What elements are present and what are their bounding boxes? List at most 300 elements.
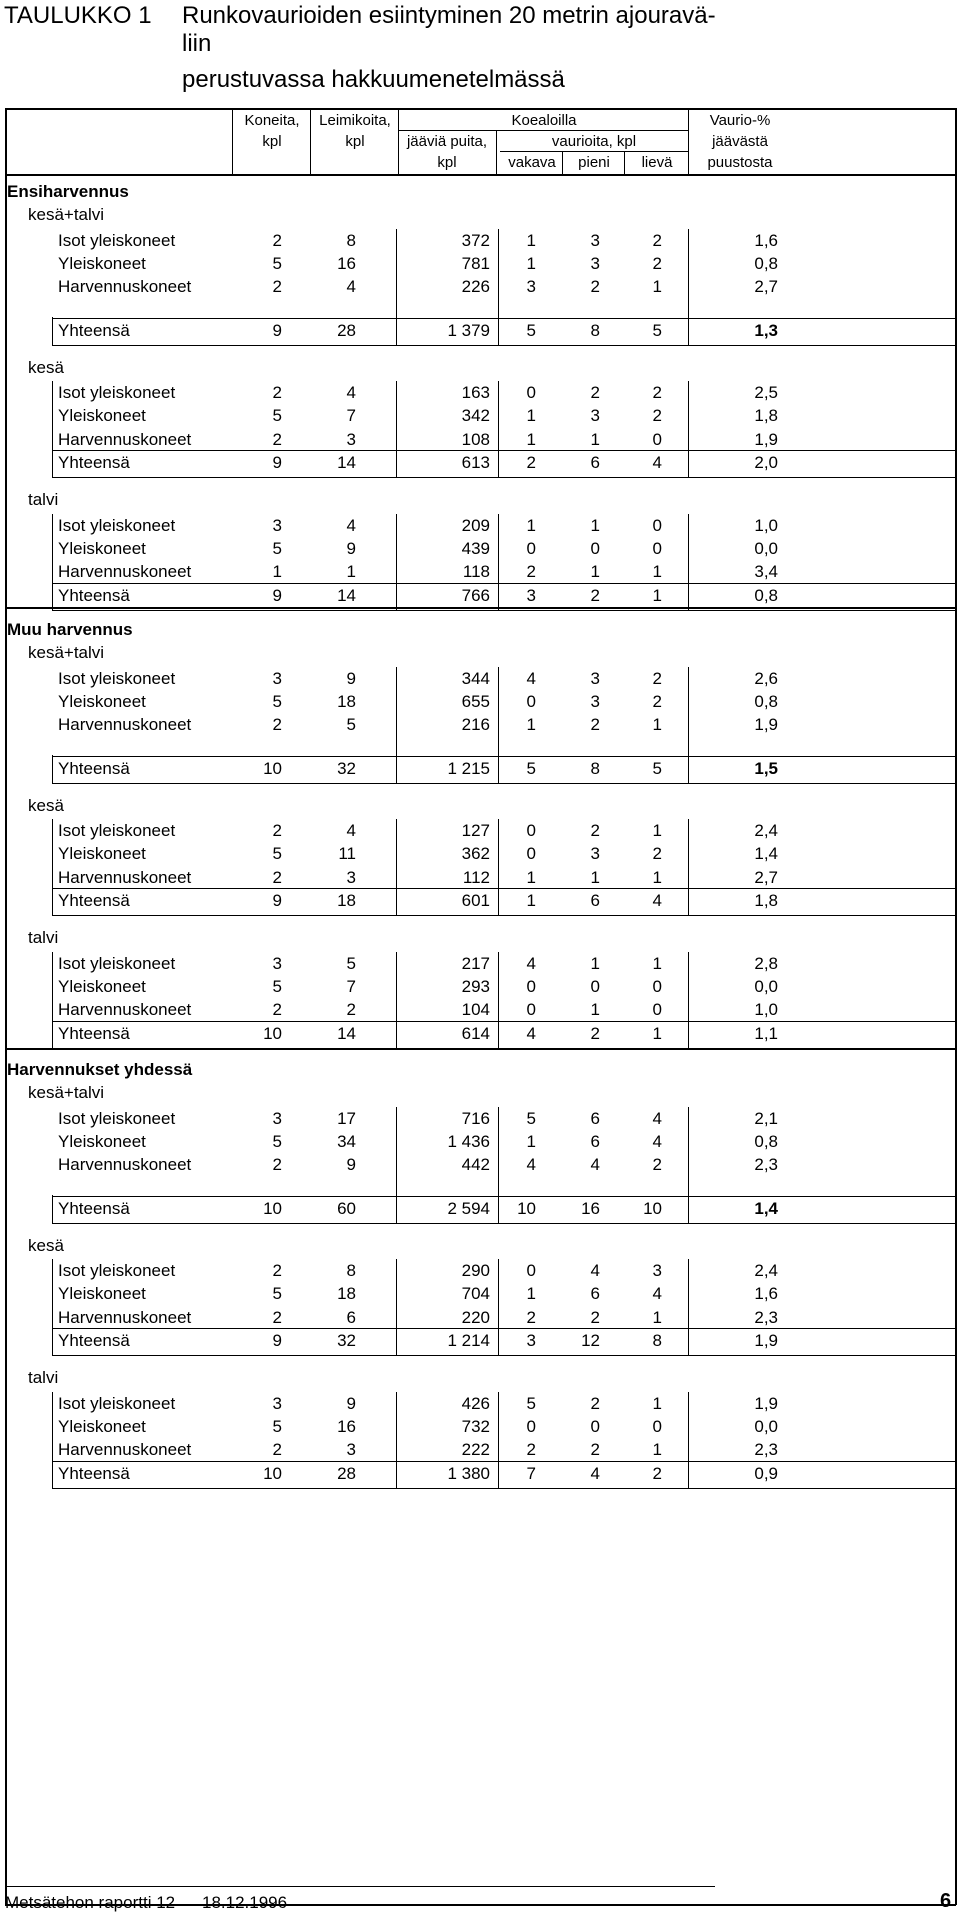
table-cell: 4	[652, 891, 662, 910]
table-cell: 1	[272, 562, 282, 582]
table-cell: 2,8	[754, 953, 778, 973]
table-cell: 1,4	[754, 844, 778, 864]
table-cell: 5	[526, 1108, 536, 1128]
row-label: Yhteensä	[58, 453, 130, 472]
table-label: TAULUKKO 1	[4, 2, 152, 29]
table-cell: 5	[272, 1416, 282, 1436]
column-rule	[688, 229, 689, 346]
table-cell: 5	[272, 406, 282, 426]
table-cell: 1,5	[754, 758, 778, 778]
column-rule	[396, 1392, 397, 1489]
row-label: Isot yleiskoneet	[58, 1393, 176, 1413]
table-cell: 2,3	[754, 1307, 778, 1327]
column-rule	[498, 667, 499, 784]
header-col-rule	[562, 151, 563, 174]
table-cell: 1	[652, 585, 662, 605]
table-cell: 2	[590, 1440, 600, 1460]
table-cell: 7	[346, 976, 356, 996]
table-cell: 3	[526, 277, 536, 297]
table-cell: 2	[652, 1463, 662, 1483]
table-cell: 1	[526, 891, 536, 910]
table-cell: 613	[461, 453, 490, 472]
table-cell: 2	[346, 1000, 356, 1020]
total-rule	[52, 318, 956, 319]
page-title-continued: liin	[182, 30, 212, 57]
row-label: Isot yleiskoneet	[58, 230, 176, 250]
table-cell: 1	[652, 1393, 662, 1413]
table-cell: 2,3	[754, 1155, 778, 1175]
table-cell: 1	[652, 1440, 662, 1460]
section-title: Harvennukset yhdessä	[7, 1060, 193, 1079]
table-cell: 9	[272, 320, 282, 340]
column-rule	[688, 952, 689, 1049]
table-cell: 10	[517, 1198, 536, 1218]
table-cell: 2	[526, 1307, 536, 1327]
header-col-rule	[232, 110, 233, 174]
table-cell: 1	[652, 277, 662, 297]
table-cell: 14	[337, 453, 356, 472]
total-rule	[52, 1355, 956, 1356]
table-cell: 0	[526, 538, 536, 558]
table-cell: 1	[526, 230, 536, 250]
table-cell: 5	[526, 758, 536, 778]
total-rule	[52, 1021, 956, 1022]
table-cell: 0	[652, 976, 662, 996]
table-cell: 2	[272, 1155, 282, 1175]
table-cell: 2	[272, 277, 282, 297]
frame-top	[5, 108, 956, 110]
table-cell: 766	[461, 585, 490, 605]
group-label: talvi	[28, 1368, 59, 1388]
row-label: Yhteensä	[58, 320, 130, 340]
row-label: Yleiskoneet	[58, 691, 146, 711]
row-label: Harvennuskoneet	[58, 429, 192, 449]
table-cell: 1,6	[754, 1284, 778, 1304]
table-cell: 108	[461, 429, 490, 449]
section-title: Muu harvennus	[7, 620, 133, 639]
row-label: Yhteensä	[58, 585, 130, 605]
group-left-rule	[52, 819, 53, 916]
table-cell: 3,4	[754, 562, 778, 582]
table-cell: 0,8	[754, 585, 778, 605]
table-cell: 0,0	[754, 538, 778, 558]
table-cell: 3	[590, 844, 600, 864]
table-cell: 28	[337, 320, 356, 340]
table-cell: 220	[461, 1307, 490, 1327]
table-cell: 601	[461, 891, 490, 910]
group-label: talvi	[28, 928, 59, 948]
table-cell: 8	[346, 230, 356, 250]
table-cell: 4	[590, 1155, 600, 1175]
table-cell: 2	[590, 821, 600, 841]
page-subtitle: perustuvassa hakkuumenetelmässä	[182, 66, 565, 93]
table-cell: 4	[652, 1108, 662, 1128]
table-cell: 1 380	[447, 1463, 490, 1483]
table-cell: 3	[346, 1440, 356, 1460]
group-left-rule	[52, 381, 53, 478]
table-cell: 10	[263, 1023, 282, 1043]
column-rule	[498, 1259, 499, 1356]
footer-source: Metsätehon raportti 12	[5, 1893, 176, 1912]
table-cell: 1,8	[754, 406, 778, 426]
table-cell: 4	[590, 1261, 600, 1281]
header-vakava: vakava	[508, 154, 556, 171]
table-cell: 2	[272, 1261, 282, 1281]
table-cell: 0	[590, 976, 600, 996]
column-rule	[498, 952, 499, 1049]
table-cell: 2	[652, 406, 662, 426]
column-rule	[396, 1107, 397, 1224]
section-rule	[5, 1048, 956, 1050]
table-cell: 1	[526, 429, 536, 449]
total-rule	[52, 756, 956, 757]
row-label: Harvennuskoneet	[58, 562, 192, 582]
table-cell: 2,3	[754, 1440, 778, 1460]
header-jaavia: jääviä puita,	[406, 133, 488, 150]
header-vaurioita-rule	[500, 151, 688, 152]
table-cell: 3	[272, 668, 282, 688]
table-cell: 732	[461, 1416, 490, 1436]
table-cell: 2	[652, 844, 662, 864]
table-cell: 1	[590, 953, 600, 973]
table-cell: 9	[346, 1155, 356, 1175]
table-cell: 5	[652, 320, 662, 340]
table-cell: 2	[272, 1440, 282, 1460]
table-cell: 290	[461, 1261, 490, 1281]
table-cell: 8	[346, 1261, 356, 1281]
table-cell: 9	[346, 668, 356, 688]
table-cell: 2	[272, 230, 282, 250]
table-cell: 0,0	[754, 1416, 778, 1436]
table-cell: 12	[581, 1331, 600, 1350]
table-cell: 1,0	[754, 515, 778, 535]
table-cell: 2	[272, 821, 282, 841]
table-cell: 342	[461, 406, 490, 426]
table-cell: 0	[526, 976, 536, 996]
table-cell: 6	[590, 1108, 600, 1128]
header-col-rule	[496, 130, 497, 174]
table-cell: 14	[337, 585, 356, 605]
footer-rule	[5, 1886, 715, 1887]
table-cell: 1,8	[754, 891, 778, 910]
row-label: Harvennuskoneet	[58, 715, 192, 735]
table-cell: 0	[652, 1000, 662, 1020]
table-cell: 9	[272, 453, 282, 472]
table-cell: 2	[272, 867, 282, 887]
group-label: kesä+talvi	[28, 205, 105, 225]
column-rule	[498, 381, 499, 478]
row-label: Yhteensä	[58, 1198, 130, 1218]
table-cell: 1	[652, 867, 662, 887]
table-cell: 0	[652, 429, 662, 449]
row-label: Yleiskoneet	[58, 1284, 146, 1304]
table-cell: 5	[272, 253, 282, 273]
table-cell: 2,5	[754, 383, 778, 403]
total-rule	[52, 888, 956, 889]
section-title: Ensiharvennus	[7, 182, 129, 201]
header-jaavia-unit: kpl	[437, 154, 457, 171]
group-label: kesä	[28, 1235, 64, 1255]
table-cell: 60	[337, 1198, 356, 1218]
table-cell: 2	[272, 1307, 282, 1327]
table-cell: 4	[526, 668, 536, 688]
total-rule	[52, 1488, 956, 1489]
table-cell: 226	[461, 277, 490, 297]
table-cell: 1,9	[754, 715, 778, 735]
table-cell: 1,4	[754, 1198, 778, 1218]
table-cell: 16	[337, 253, 356, 273]
table-cell: 442	[461, 1155, 490, 1175]
table-cell: 1	[652, 562, 662, 582]
table-cell: 704	[461, 1284, 490, 1304]
table-cell: 0,8	[754, 691, 778, 711]
table-cell: 1	[590, 1000, 600, 1020]
table-cell: 4	[346, 821, 356, 841]
row-label: Yhteensä	[58, 891, 130, 910]
row-label: Yhteensä	[58, 1463, 130, 1483]
total-rule	[52, 450, 956, 451]
table-cell: 1	[652, 953, 662, 973]
table-cell: 2,7	[754, 867, 778, 887]
table-cell: 0,8	[754, 1131, 778, 1151]
table-cell: 5	[346, 953, 356, 973]
table-cell: 0	[652, 515, 662, 535]
table-cell: 1	[526, 515, 536, 535]
header-leimikoita-unit: kpl	[345, 133, 365, 150]
table-cell: 0,9	[754, 1463, 778, 1483]
row-label: Yhteensä	[58, 1023, 130, 1043]
header-bottom-rule	[5, 174, 956, 176]
table-cell: 2	[526, 1440, 536, 1460]
table-cell: 7	[346, 406, 356, 426]
table-cell: 5	[272, 976, 282, 996]
table-cell: 9	[272, 585, 282, 605]
table-cell: 9	[346, 538, 356, 558]
table-cell: 3	[346, 867, 356, 887]
total-rule	[52, 477, 956, 478]
table-cell: 1,1	[754, 1023, 778, 1043]
table-cell: 17	[337, 1108, 356, 1128]
row-label: Isot yleiskoneet	[58, 1261, 176, 1281]
row-label: Yleiskoneet	[58, 253, 146, 273]
total-rule	[52, 1461, 956, 1462]
header-col-rule	[310, 110, 311, 174]
table-cell: 217	[461, 953, 490, 973]
table-cell: 1,9	[754, 1331, 778, 1350]
table-cell: 0	[526, 691, 536, 711]
table-cell: 11	[338, 844, 356, 864]
table-cell: 1	[590, 562, 600, 582]
table-cell: 362	[461, 844, 490, 864]
table-cell: 4	[652, 1284, 662, 1304]
table-cell: 18	[337, 1284, 356, 1304]
table-cell: 216	[461, 715, 490, 735]
table-cell: 2	[272, 715, 282, 735]
table-cell: 1,3	[754, 320, 778, 340]
table-cell: 2	[652, 383, 662, 403]
row-label: Yhteensä	[58, 758, 130, 778]
table-cell: 1	[346, 562, 356, 582]
table-cell: 14	[337, 1023, 356, 1043]
total-rule	[52, 1196, 956, 1197]
table-cell: 4	[526, 1023, 536, 1043]
row-label: Harvennuskoneet	[58, 1307, 192, 1327]
row-label: Isot yleiskoneet	[58, 821, 176, 841]
header-jaavasta: jäävästä	[712, 133, 768, 150]
group-label: kesä+talvi	[28, 1083, 105, 1103]
table-cell: 2	[590, 1023, 600, 1043]
table-cell: 3	[590, 406, 600, 426]
table-cell: 163	[461, 383, 490, 403]
table-cell: 1	[526, 1131, 536, 1151]
table-cell: 5	[346, 715, 356, 735]
table-cell: 2,7	[754, 277, 778, 297]
group-left-rule	[52, 514, 53, 611]
total-rule	[52, 1328, 956, 1329]
column-rule	[688, 514, 689, 611]
group-label: kesä	[28, 795, 64, 815]
column-rule	[688, 381, 689, 478]
table-cell: 1 436	[447, 1131, 490, 1151]
table-cell: 0,8	[754, 253, 778, 273]
table-cell: 1	[526, 867, 536, 887]
table-cell: 112	[462, 867, 490, 887]
table-cell: 781	[461, 253, 490, 273]
group-label: kesä+talvi	[28, 643, 105, 663]
table-cell: 1	[526, 715, 536, 735]
table-cell: 5	[272, 844, 282, 864]
row-label: Isot yleiskoneet	[58, 953, 176, 973]
table-cell: 2	[272, 383, 282, 403]
frame-left	[5, 108, 7, 1905]
table-cell: 2	[590, 715, 600, 735]
table-cell: 3	[272, 515, 282, 535]
table-cell: 1	[526, 253, 536, 273]
total-rule	[52, 610, 956, 611]
page-number: 6	[940, 1890, 952, 1912]
table-cell: 293	[461, 976, 490, 996]
column-rule	[396, 514, 397, 611]
row-label: Harvennuskoneet	[58, 1155, 192, 1175]
table-cell: 1	[526, 1284, 536, 1304]
total-rule	[52, 583, 956, 584]
table-cell: 3	[590, 668, 600, 688]
table-cell: 0	[652, 1416, 662, 1436]
column-rule	[396, 381, 397, 478]
table-cell: 2	[590, 1307, 600, 1327]
section-rule	[5, 607, 956, 609]
table-cell: 1,9	[754, 1393, 778, 1413]
row-label: Isot yleiskoneet	[58, 1108, 176, 1128]
table-cell: 4	[346, 383, 356, 403]
table-cell: 8	[590, 320, 600, 340]
table-cell: 439	[461, 538, 490, 558]
table-cell: 2,0	[754, 453, 778, 472]
column-rule	[396, 1259, 397, 1356]
total-rule	[52, 345, 956, 346]
table-cell: 716	[461, 1108, 490, 1128]
table-cell: 222	[461, 1440, 490, 1460]
table-cell: 6	[590, 1284, 600, 1304]
table-cell: 3	[526, 585, 536, 605]
table-cell: 104	[461, 1000, 490, 1020]
table-cell: 32	[337, 758, 356, 778]
row-label: Yleiskoneet	[58, 1416, 146, 1436]
total-rule	[52, 783, 956, 784]
table-cell: 8	[652, 1331, 662, 1350]
table-cell: 4	[346, 515, 356, 535]
table-cell: 10	[643, 1198, 662, 1218]
table-cell: 10	[263, 1198, 282, 1218]
table-cell: 4	[652, 1131, 662, 1151]
table-cell: 6	[590, 453, 600, 472]
row-label: Harvennuskoneet	[58, 1000, 192, 1020]
column-rule	[396, 819, 397, 916]
table-cell: 6	[590, 891, 600, 910]
table-cell: 1,0	[754, 1000, 778, 1020]
table-cell: 3	[590, 691, 600, 711]
table-cell: 5	[272, 538, 282, 558]
table-cell: 2	[590, 585, 600, 605]
table-cell: 0	[590, 1416, 600, 1436]
group-label: kesä	[28, 357, 64, 377]
header-col-rule	[688, 110, 689, 174]
table-cell: 5	[272, 1284, 282, 1304]
table-cell: 9	[346, 1393, 356, 1413]
row-label: Harvennuskoneet	[58, 1440, 192, 1460]
table-cell: 655	[461, 691, 490, 711]
table-cell: 0	[526, 383, 536, 403]
header-pieni: pieni	[578, 154, 610, 171]
table-cell: 1	[652, 1023, 662, 1043]
table-cell: 1,9	[754, 429, 778, 449]
row-label: Isot yleiskoneet	[58, 383, 176, 403]
table-cell: 2,1	[754, 1108, 778, 1128]
table-cell: 10	[263, 1463, 282, 1483]
table-cell: 2	[590, 383, 600, 403]
table-cell: 118	[462, 562, 490, 582]
row-label: Isot yleiskoneet	[58, 668, 176, 688]
row-label: Harvennuskoneet	[58, 867, 192, 887]
column-rule	[396, 952, 397, 1049]
table-cell: 344	[461, 668, 490, 688]
footer-date: 18.12.1996	[202, 1893, 288, 1912]
column-rule	[688, 1107, 689, 1224]
table-cell: 2	[590, 277, 600, 297]
column-rule	[498, 819, 499, 916]
table-cell: 0	[526, 1261, 536, 1281]
table-cell: 2	[652, 253, 662, 273]
total-rule	[52, 915, 956, 916]
table-cell: 3	[346, 429, 356, 449]
table-cell: 3	[526, 1331, 536, 1350]
column-rule	[498, 1107, 499, 1224]
header-koealoilla-rule	[398, 130, 688, 131]
table-cell: 10	[263, 758, 282, 778]
table-cell: 2	[526, 562, 536, 582]
table-cell: 2 594	[447, 1198, 490, 1218]
header-koneita: Koneita,	[244, 112, 300, 129]
column-rule	[688, 1392, 689, 1489]
row-label: Harvennuskoneet	[58, 277, 192, 297]
table-cell: 2,4	[754, 821, 778, 841]
table-cell: 372	[461, 230, 490, 250]
table-cell: 3	[590, 230, 600, 250]
table-cell: 16	[581, 1198, 600, 1218]
header-col-rule	[398, 110, 399, 174]
table-cell: 18	[337, 691, 356, 711]
row-label: Yleiskoneet	[58, 844, 146, 864]
